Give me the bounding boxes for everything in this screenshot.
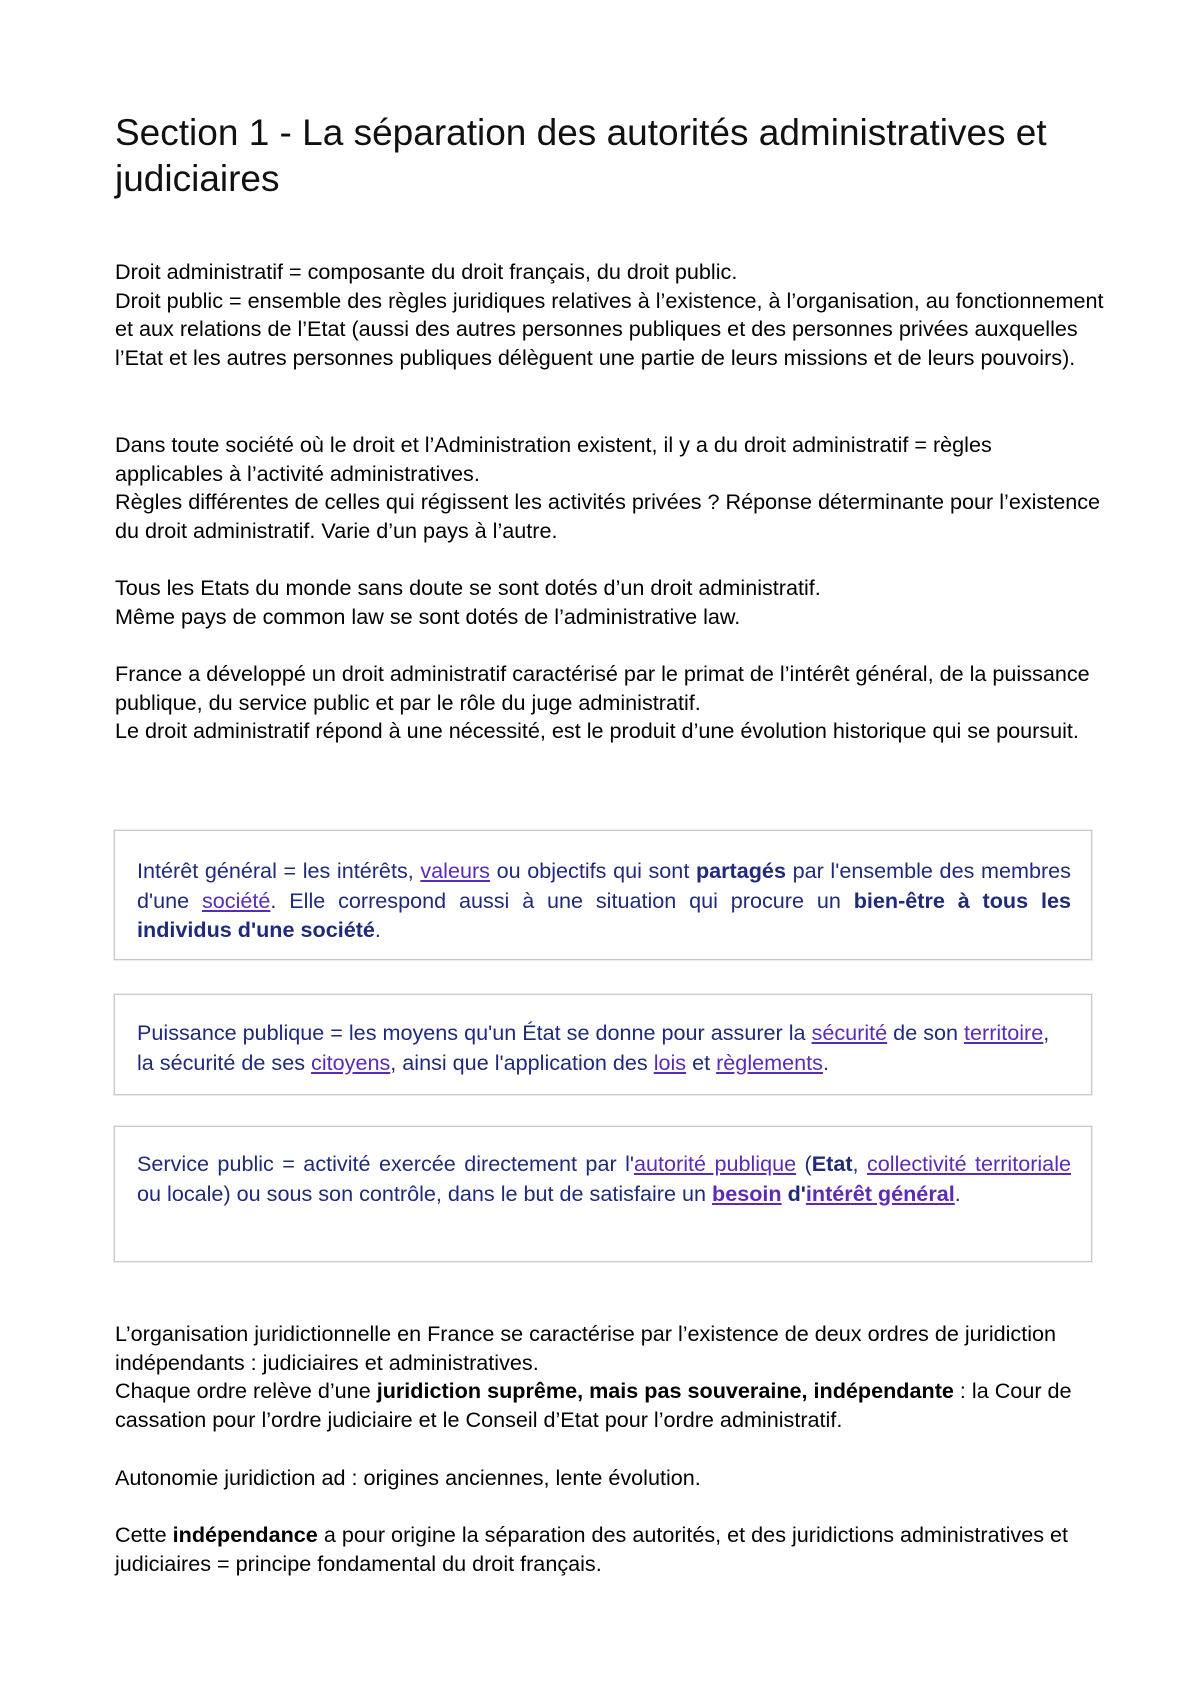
- p2-line-1: Dans toute société où le droit et l’Administration existent, il y a du droit administratif = règles applicables à l’activité administratives.: [115, 432, 992, 486]
- definition-box-puissance-publique: [114, 994, 1092, 1095]
- p3-line-2: Même pays de common law se sont dotés de l’administrative law.: [115, 603, 741, 629]
- link-reglements[interactable]: règlements: [716, 1049, 823, 1075]
- definition-text: Service public = activité exercée directement par l'autorité publique (Etat, collectivité territoriale ou locale) ou sous son contrôle, dans le but de satisfaire un besoin d'intérêt général.: [137, 1151, 1072, 1206]
- paragraph-5: [115, 1320, 1105, 1434]
- link-territoire[interactable]: territoire: [964, 1020, 1044, 1045]
- link-valeurs[interactable]: valeurs: [420, 858, 490, 883]
- p3-line-1: Tous les Etats du monde sans doute se sont dotés d’un droit administratif.: [115, 575, 821, 600]
- intro-paragraph: [115, 258, 1105, 372]
- section-title: Section 1 - La séparation des autorités administratives et judiciaires: [115, 112, 1047, 199]
- link-securite[interactable]: sécurité: [811, 1020, 888, 1045]
- p4-line-1: France a développé un droit administratif caractérisé par le primat de l’intérêt général, de la puissance publique, du service public et par le rôle du juge administratif.: [115, 661, 1090, 715]
- paragraph-7: Cette indépendance a pour origine la séparation des autorités, et des juridictions administratives et judiciaires = principe fondamental du droit français.: [115, 1522, 1069, 1576]
- intro-line-1: Droit administratif = composante du droit français, du droit public.: [115, 259, 738, 284]
- paragraph-6: Autonomie juridiction ad : origines anciennes, lente évolution.: [115, 1465, 701, 1490]
- paragraph-4: [115, 660, 1105, 746]
- link-collectivite-territoriale[interactable]: collectivité territoriale: [866, 1151, 1072, 1176]
- link-lois[interactable]: lois: [653, 1049, 687, 1075]
- link-interet-general[interactable]: intérêt général: [805, 1180, 955, 1206]
- link-autorite-publique[interactable]: autorité publique: [634, 1151, 797, 1176]
- intro-line-2: Droit public = ensemble des règles juridiques relatives à l’existence, à l’organisation, au fonctionnement et aux relations de l’Etat (aussi des autres personnes publiques et des personnes privées auxquelles l’Etat et les autres personnes publiques délèguent une partie de leurs missions et de leurs pouvoirs).: [115, 287, 1104, 370]
- link-citoyens[interactable]: citoyens: [311, 1049, 391, 1075]
- paragraph-3: [115, 574, 1105, 631]
- p5-line-2: Chaque ordre relève d’une juridiction suprême, mais pas souveraine, indépendante : la Cour de cassation pour l’ordre judiciaire et le Conseil d’Etat pour l’ordre administratif.: [115, 1378, 1072, 1432]
- p4-line-2: Le droit administratif répond à une nécessité, est le produit d’une évolution historique qui se poursuit.: [115, 718, 1079, 743]
- definition-text: Intérêt général = les intérêts, valeurs ou objectifs qui sont partagés par l'ensemble des membres d'une société. Elle correspond aussi à une situation qui procure un bien-être à tous les individus d'une société.: [137, 858, 1071, 942]
- link-societe[interactable]: société: [202, 887, 271, 913]
- paragraph-2: [115, 431, 1105, 545]
- definition-box-interet-general: [114, 830, 1092, 960]
- p5-line-1: L’organisation juridictionnelle en France se caractérise par l’existence de deux ordres de juridiction indépendants : judiciaires et administratives.: [115, 1321, 1057, 1375]
- definition-box-service-public: [114, 1126, 1092, 1262]
- definition-text: Puissance publique = les moyens qu'un État se donne pour assurer la sécurité de son territoire, la sécurité de ses citoyens, ainsi que l'application des lois et règlements.: [137, 1020, 1050, 1075]
- link-besoin[interactable]: besoin: [712, 1180, 782, 1206]
- p2-line-2: Règles différentes de celles qui régissent les activités privées ? Réponse déterminante pour l’existence du droit administratif. Varie d’un pays à l’autre.: [115, 489, 1101, 543]
